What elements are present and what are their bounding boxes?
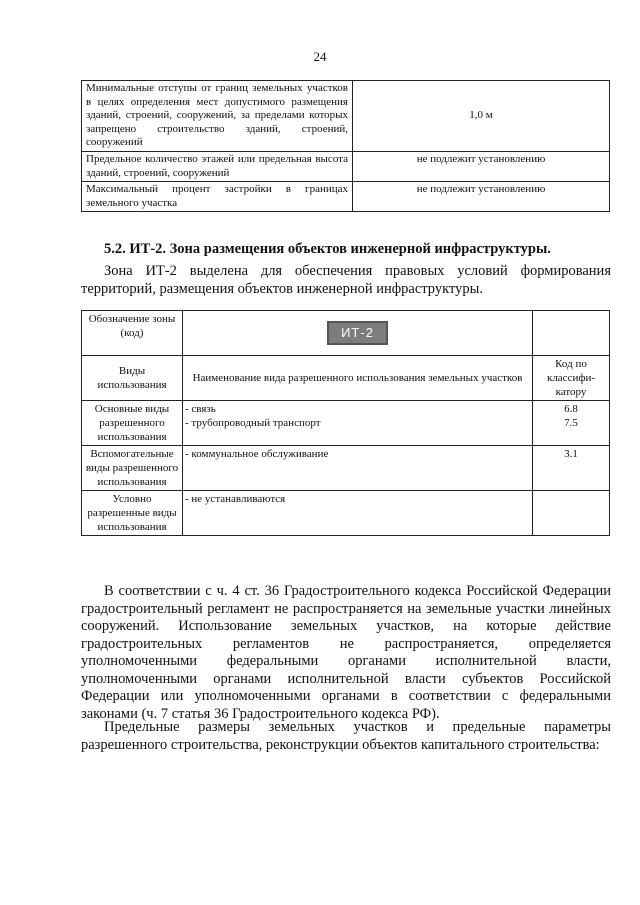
table-row xyxy=(82,356,610,401)
page-number: 24 xyxy=(313,49,327,64)
table-row xyxy=(82,401,610,446)
use-code: 7.5 xyxy=(564,417,578,429)
parameter-label: Предельное количество этажей или предельная высота зданий, строений, сооружений xyxy=(82,152,353,182)
paragraph-text: В соответствии с ч. 4 ст. 36 Градостроительного кодекса Российской Федерации градостроительный регламент не распространяется на земельные участки линейных сооружений. Использование земельных участков, на которые действие градостроительных регламентов не распространяется, определяется уполномоченными федеральными органами исполнительной власти, уполномоченными органами исполнительной власти субъектов Российской Федерации или уполномоченными органами в соответствии с федеральными законами (ч. 7 статья 36 Градостроительного кодекса РФ). xyxy=(81,583,611,722)
parameter-value: не подлежит установлению xyxy=(353,182,610,212)
use-item: - не устанавливаются xyxy=(185,493,286,505)
table-row xyxy=(82,491,610,536)
use-items xyxy=(183,401,533,446)
parameter-label: Минимальные отступы от границ земельных участков в целях определения мест допустимого размещения зданий, строений, сооружений, за пределами которых запрещено строительство зданий, строений, сооружений xyxy=(82,81,353,152)
use-item: - коммунальное обслуживание xyxy=(185,448,329,460)
section-intro xyxy=(81,263,611,298)
use-codes xyxy=(533,446,610,491)
use-item: - трубопроводный транспорт xyxy=(185,417,321,429)
paragraph xyxy=(81,719,611,754)
zone-label: Обозначение зоны (код) xyxy=(82,311,183,356)
table-row xyxy=(82,311,610,356)
zone-code-cell xyxy=(183,311,533,356)
use-codes xyxy=(533,491,610,536)
use-code: 6.8 xyxy=(564,403,578,415)
header-code: Код по классифи-катору xyxy=(533,356,610,401)
parameter-value: 1,0 м xyxy=(353,81,610,152)
parameter-label: Максимальный процент застройки в границах земельного участка xyxy=(82,182,353,212)
use-item: - связь xyxy=(185,403,216,415)
paragraph xyxy=(81,583,611,723)
use-type: Вспомогательные виды разрешенного использования xyxy=(82,446,183,491)
parameters-table xyxy=(81,80,610,212)
use-items xyxy=(183,491,533,536)
zone-code-badge: ИТ-2 xyxy=(327,321,388,345)
header-use-name: Наименование вида разрешенного использования земельных участков xyxy=(183,356,533,401)
parameter-value: не подлежит установлению xyxy=(353,152,610,182)
table-row xyxy=(82,81,610,152)
section-intro-text: Зона ИТ-2 выделена для обеспечения правовых условий формирования территорий, размещения объектов инженерной инфраструктуры. xyxy=(81,263,611,297)
empty-cell xyxy=(533,311,610,356)
use-items xyxy=(183,446,533,491)
table-row xyxy=(82,446,610,491)
header-uses: Виды использования xyxy=(82,356,183,401)
table-row xyxy=(82,152,610,182)
use-type: Условно разрешенные виды использования xyxy=(82,491,183,536)
section-heading: 5.2. ИТ-2. Зона размещения объектов инженерной инфраструктуры. xyxy=(104,241,551,257)
zone-uses-table xyxy=(81,310,610,536)
table-row xyxy=(82,182,610,212)
paragraph-text: Предельные размеры земельных участков и предельные параметры разрешенного строительства, реконструкции объектов капитального строительства: xyxy=(81,719,611,753)
use-type: Основные виды разрешенного использования xyxy=(82,401,183,446)
use-codes xyxy=(533,401,610,446)
use-code: 3.1 xyxy=(564,448,578,460)
